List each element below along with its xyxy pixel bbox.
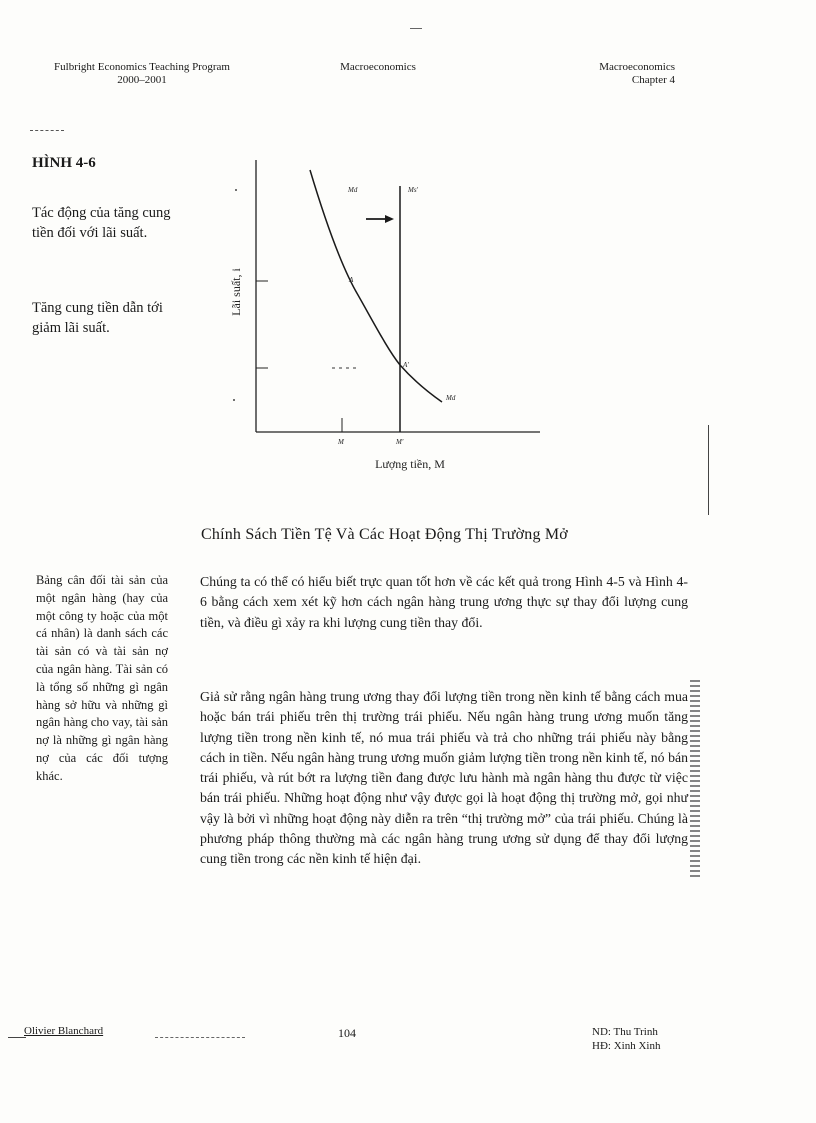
x-tick-m-label: M [338, 438, 344, 446]
demand-label-top: Md [348, 186, 358, 194]
chapter-number: Chapter 4 [631, 74, 675, 86]
scan-speck [233, 399, 235, 401]
x-axis-title: Lượng tiền, M [375, 457, 445, 471]
scan-edge-noise [690, 680, 700, 880]
figure-note: Tăng cung tiền dẫn tới giảm lãi suất. [32, 300, 163, 336]
point-a-label: A [349, 276, 354, 284]
figure-caption: Tác động của tăng cung tiền đối với lãi suất. [32, 205, 171, 241]
footer-dash [155, 1037, 245, 1038]
scan-dash [410, 28, 422, 29]
x-tick-m-prime-label: M' [396, 438, 404, 446]
footer-author: Olivier Blanchard [24, 1025, 104, 1037]
figure-label: HÌNH 4-6 [32, 155, 96, 171]
y-axis-title: Lãi suất, i [229, 268, 243, 316]
section-title: Chính Sách Tiền Tệ Và Các Hoạt Động Thị Trường Mở [201, 526, 568, 543]
money-market-chart [210, 150, 560, 490]
supply-label-top: Ms' [408, 186, 419, 194]
scan-speck [235, 189, 237, 191]
point-a-prime-label: A' [403, 361, 409, 369]
shift-arrowhead [385, 215, 394, 223]
paragraph-2: Giả sử rằng ngân hàng trung ương thay đổi lượng tiền trong nền kinh tế bằng cách mua hoặc bán trái phiếu trên thị trường trái phiếu. Nếu ngân hàng trung ương muốn tăng lượng tiền trong nền kinh tế, nó mua trái phiếu và trả cho những trái phiếu này bằng cách in tiền. Nếu ngân hàng trung ương muốn giảm lượng tiền trong nền kinh tế, nó bán trái phiếu, và rút bớt ra lượng tiền đang được lưu hành mà ngân hàng thu được từ việc bán trái phiếu. Những hoạt động như vậy được gọi là hoạt động thị trường mở, gọi như vậy là bởi vì những hoạt động này diễn ra trên “thị trường mở” của trái phiếu. Chúng là phương pháp thông thường mà các ngân hàng trung ương sử dụng để thay đổi lượng cung tiền trong các nền kinh tế hiện đại. [200, 689, 688, 867]
demand-label-bottom: Md [446, 394, 456, 402]
program-name: Fulbright Economics Teaching Program [54, 61, 230, 73]
scan-edge-line [708, 425, 709, 515]
footer-translator: ND: Thu Trinh [592, 1026, 658, 1038]
scan-dash [30, 130, 64, 131]
paragraph-1: Chúng ta có thể có hiểu biết trực quan tốt hơn về các kết quả trong Hình 4-5 và Hình 4-6 bằng cách xem xét kỹ hơn cách ngân hàng trung ương thực sự thay đổi lượng cung tiền, và điều gì xảy ra khi lượng cung tiền thay đổi. [200, 574, 688, 630]
margin-note: Bảng cân đối tài sản của một ngân hàng (hay của một công ty hoặc của một cá nhân) là danh sách các tài sản có và tài sản nợ của ngân hàng. Tài sản có là tổng số những gì ngân hàng sở hữu và những gì ngân hàng cho vay, tài sản nợ là những gì ngân hàng nợ của các đối tượng khác. [36, 573, 168, 783]
footer-rule [8, 1037, 26, 1038]
footer-page-number: 104 [338, 1026, 356, 1040]
course-name: Macroeconomics [599, 61, 675, 73]
footer-editor: HĐ: Xinh Xinh [592, 1040, 661, 1052]
header-center: Macroeconomics [340, 61, 416, 73]
header-left [28, 61, 256, 87]
money-demand-curve [310, 170, 442, 402]
header-right [545, 61, 675, 87]
program-years: 2000–2001 [117, 74, 167, 86]
